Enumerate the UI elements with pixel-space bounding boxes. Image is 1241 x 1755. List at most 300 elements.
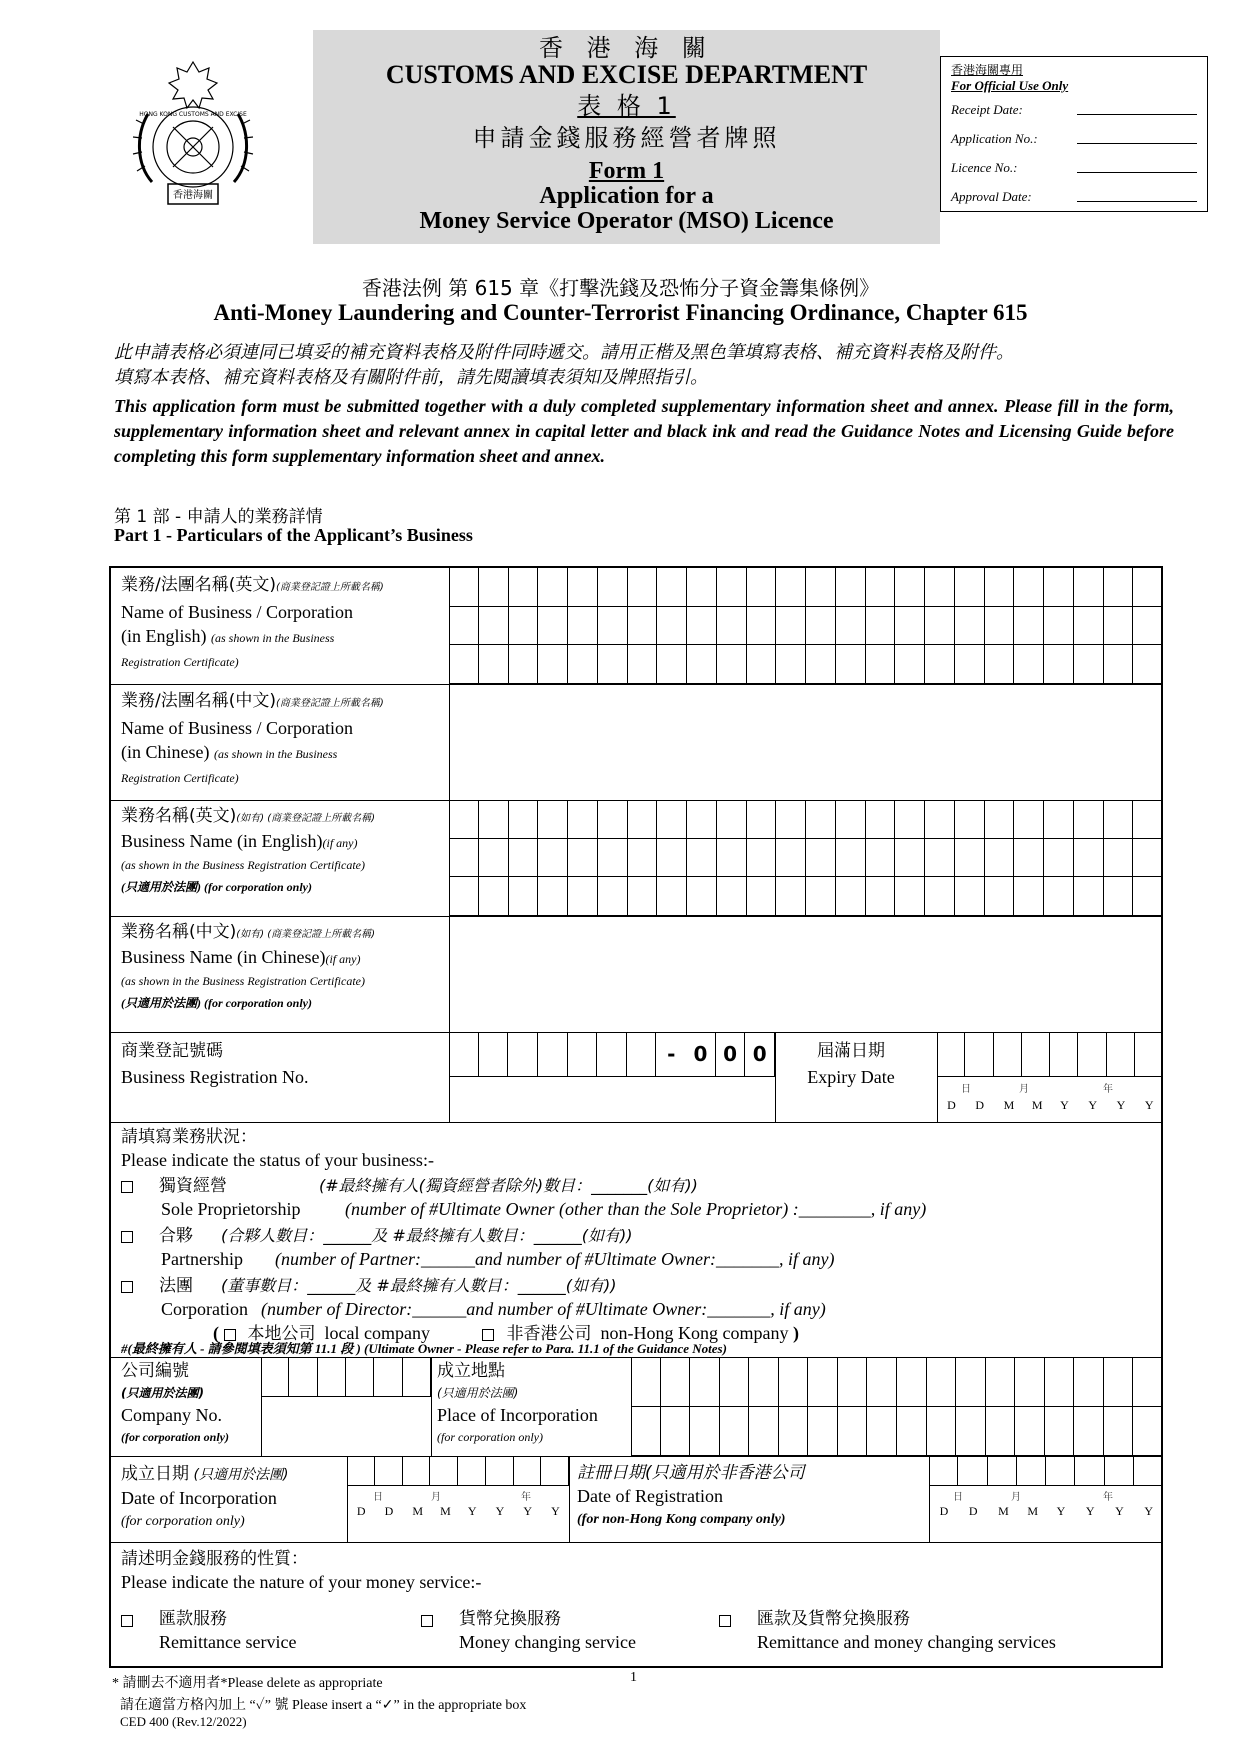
char-box[interactable] — [1104, 839, 1134, 878]
char-box[interactable] — [598, 877, 628, 916]
non-hk-company-zh: 非香港公司 — [506, 1324, 592, 1344]
char-box[interactable] — [720, 1407, 750, 1457]
char-box[interactable] — [836, 839, 866, 878]
char-box[interactable] — [1133, 877, 1163, 916]
trade-name-en-label-ifany: (if any) — [322, 836, 358, 850]
char-box[interactable] — [1133, 568, 1163, 607]
char-box[interactable] — [717, 645, 747, 684]
date-format-letter: M — [1027, 1504, 1039, 1518]
char-box[interactable] — [956, 1407, 986, 1457]
char-box[interactable] — [895, 800, 925, 839]
char-box[interactable] — [866, 800, 896, 839]
business-name-zh-label-zh-note: (商業登記證上所載名稱) — [276, 698, 384, 709]
remittance-label-en: Remittance service — [159, 1632, 297, 1652]
money-changing-label-en: Money changing service — [459, 1632, 636, 1652]
char-box[interactable] — [717, 839, 747, 878]
char-box[interactable] — [509, 568, 539, 607]
corporation-label-zh: 法團 — [159, 1276, 193, 1296]
char-box[interactable] — [836, 800, 866, 839]
char-box[interactable] — [687, 568, 717, 607]
date-box[interactable] — [965, 1032, 993, 1077]
date-box[interactable] — [1075, 1456, 1104, 1486]
char-box[interactable] — [403, 1357, 431, 1397]
char-box[interactable] — [687, 877, 717, 916]
char-box[interactable] — [985, 839, 1015, 878]
brn-char-box[interactable] — [597, 1032, 627, 1077]
date-format-letter: Y — [1116, 1098, 1126, 1112]
char-box[interactable] — [866, 607, 896, 646]
char-box[interactable] — [749, 1407, 779, 1457]
sole-label-zh: 獨資經營 — [159, 1176, 227, 1196]
char-box[interactable] — [598, 839, 628, 878]
char-box[interactable] — [1074, 1407, 1104, 1457]
char-box[interactable] — [628, 800, 658, 839]
partnership-label-zh: 合夥 — [159, 1226, 193, 1246]
char-box[interactable] — [1133, 839, 1163, 878]
business-name-en-label-en: Name of Business / Corporation — [121, 602, 353, 622]
char-box[interactable] — [1074, 1357, 1104, 1407]
status-corporation-option[interactable] — [121, 1274, 826, 1321]
char-box[interactable] — [747, 607, 777, 646]
char-box[interactable] — [866, 568, 896, 607]
char-box[interactable] — [449, 568, 479, 607]
char-box[interactable] — [806, 839, 836, 878]
business-name-en-label-note-2: Registration Certificate) — [121, 655, 239, 669]
char-box[interactable] — [657, 839, 687, 878]
business-name-zh-label-note-2: Registration Certificate) — [121, 771, 239, 785]
char-box[interactable] — [955, 568, 985, 607]
char-box[interactable] — [927, 1357, 957, 1407]
char-box[interactable] — [838, 1407, 868, 1457]
char-box[interactable] — [925, 607, 955, 646]
company-no-label — [121, 1360, 261, 1448]
char-box[interactable] — [747, 568, 777, 607]
char-box[interactable] — [955, 607, 985, 646]
brn-char-box[interactable] — [479, 1032, 509, 1077]
char-box[interactable] — [1014, 607, 1044, 646]
date-box[interactable] — [1022, 1032, 1050, 1077]
char-box[interactable] — [538, 568, 568, 607]
company-no-boxes[interactable] — [261, 1357, 431, 1397]
date-reg-year-header: 年 — [1103, 1492, 1113, 1503]
trade-name-zh-label-ifany: (if any) — [325, 952, 361, 966]
date-box[interactable] — [1078, 1032, 1106, 1077]
char-box[interactable] — [479, 877, 509, 916]
char-box[interactable] — [956, 1357, 986, 1407]
char-box[interactable] — [568, 877, 598, 916]
char-box[interactable] — [955, 877, 985, 916]
char-box[interactable] — [690, 1357, 720, 1407]
char-box[interactable] — [1104, 1357, 1134, 1407]
date-of-registration-boxes[interactable] — [929, 1456, 1163, 1486]
char-box[interactable] — [776, 607, 806, 646]
trade-name-en-boxes[interactable] — [449, 800, 1163, 916]
char-box[interactable] — [747, 839, 777, 878]
char-box[interactable] — [374, 1357, 402, 1397]
char-box[interactable] — [1133, 800, 1163, 839]
brn-char-box[interactable] — [568, 1032, 598, 1077]
char-box[interactable] — [985, 645, 1015, 684]
char-box[interactable] — [806, 568, 836, 607]
char-box[interactable] — [986, 1407, 1016, 1457]
expiry-date-boxes[interactable] — [937, 1032, 1163, 1077]
char-box[interactable] — [1044, 800, 1074, 839]
char-box[interactable] — [955, 645, 985, 684]
corporation-note-en: (number of Director:______and number of #Ultimate Owner:_______, if any) — [261, 1299, 826, 1319]
business-name-zh-label — [121, 688, 446, 790]
brn-char-box[interactable] — [627, 1032, 657, 1077]
char-box[interactable] — [509, 839, 539, 878]
date-box[interactable] — [1135, 1032, 1163, 1077]
char-box[interactable] — [986, 1357, 1016, 1407]
date-box[interactable] — [994, 1032, 1022, 1077]
partnership-label-en: Partnership — [161, 1249, 243, 1269]
char-box[interactable] — [806, 800, 836, 839]
char-box[interactable] — [776, 839, 806, 878]
char-box[interactable] — [1014, 800, 1044, 839]
char-box[interactable] — [985, 568, 1015, 607]
brn-branch-field[interactable] — [449, 1077, 775, 1122]
remittance-checkbox[interactable] — [121, 1615, 133, 1627]
char-box[interactable] — [1104, 877, 1134, 916]
page-number: 1 — [630, 1670, 637, 1685]
licence-no-row — [951, 147, 1197, 176]
char-box[interactable] — [1014, 877, 1044, 916]
sole-label-en: Sole Proprietorship — [161, 1199, 301, 1219]
part1-form — [109, 566, 1163, 1668]
char-box[interactable] — [346, 1357, 374, 1397]
char-box[interactable] — [776, 645, 806, 684]
date-box[interactable] — [458, 1456, 486, 1486]
nature-both-option[interactable] — [719, 1608, 1056, 1654]
both-services-label-en: Remittance and money changing services — [757, 1632, 1056, 1652]
char-box[interactable] — [1044, 568, 1074, 607]
char-box[interactable] — [661, 1407, 691, 1457]
date-format-letter: D — [947, 1098, 956, 1112]
char-box[interactable] — [836, 568, 866, 607]
char-box[interactable] — [895, 645, 925, 684]
char-box[interactable] — [1074, 645, 1104, 684]
char-box[interactable] — [1074, 607, 1104, 646]
nature-question-zh: 請述明金錢服務的性質： — [121, 1549, 308, 1569]
char-box[interactable] — [776, 800, 806, 839]
char-box[interactable] — [568, 800, 598, 839]
char-box[interactable] — [479, 839, 509, 878]
char-box[interactable] — [538, 839, 568, 878]
char-box[interactable] — [538, 800, 568, 839]
date-inc-day-header: 日 — [373, 1492, 383, 1503]
char-box[interactable] — [1104, 645, 1134, 684]
char-box[interactable] — [1133, 1357, 1163, 1407]
char-box[interactable] — [509, 645, 539, 684]
char-box[interactable] — [1014, 645, 1044, 684]
money-changing-checkbox[interactable] — [421, 1615, 433, 1627]
char-box[interactable] — [1045, 1357, 1075, 1407]
char-box[interactable] — [1044, 877, 1074, 916]
char-box[interactable] — [895, 568, 925, 607]
date-reg-label-en: Date of Registration — [577, 1486, 723, 1506]
status-sole-option[interactable] — [121, 1174, 926, 1221]
char-box[interactable] — [631, 1407, 661, 1457]
char-box[interactable] — [867, 1357, 897, 1407]
char-box[interactable] — [747, 645, 777, 684]
char-box[interactable] — [687, 607, 717, 646]
char-box[interactable] — [836, 607, 866, 646]
char-box[interactable] — [925, 839, 955, 878]
char-box[interactable] — [449, 607, 479, 646]
char-box[interactable] — [866, 877, 896, 916]
char-box[interactable] — [568, 607, 598, 646]
brn-dash: - — [656, 1032, 686, 1077]
char-box[interactable] — [717, 568, 747, 607]
char-box[interactable] — [289, 1357, 317, 1397]
char-box[interactable] — [897, 1357, 927, 1407]
char-box[interactable] — [838, 1357, 868, 1407]
char-box[interactable] — [318, 1357, 346, 1397]
trade-name-zh-label — [121, 920, 446, 1014]
trade-name-zh-label-zh-note: (如有) (商業登記證上所載名稱) — [236, 929, 376, 940]
partnership-checkbox[interactable] — [121, 1231, 133, 1243]
business-name-en-boxes[interactable] — [449, 568, 1163, 684]
char-box[interactable] — [955, 800, 985, 839]
char-box[interactable] — [985, 800, 1015, 839]
char-box[interactable] — [895, 877, 925, 916]
licence-no-line — [1077, 172, 1197, 173]
char-box[interactable] — [1074, 800, 1104, 839]
corporation-checkbox[interactable] — [121, 1281, 133, 1293]
char-box[interactable] — [598, 607, 628, 646]
char-box[interactable] — [1133, 1407, 1163, 1457]
char-box[interactable] — [1104, 607, 1134, 646]
char-box[interactable] — [479, 800, 509, 839]
char-box[interactable] — [628, 839, 658, 878]
place-label-en: Place of Incorporation — [437, 1405, 598, 1425]
char-box[interactable] — [449, 645, 479, 684]
date-format-letter: Y — [523, 1504, 533, 1518]
char-box[interactable] — [628, 645, 658, 684]
char-box[interactable] — [687, 800, 717, 839]
char-box[interactable] — [479, 568, 509, 607]
brn-char-box[interactable] — [449, 1032, 479, 1077]
char-box[interactable] — [749, 1357, 779, 1407]
char-box[interactable] — [628, 568, 658, 607]
char-box[interactable] — [866, 839, 896, 878]
char-box[interactable] — [985, 607, 1015, 646]
intro-zh-line-1: 此申請表格必須連同已填妥的補充資料表格及附件同時遞交。請用正楷及黑色筆填寫表格、補充資料表格及附件。 — [114, 342, 1014, 363]
char-box[interactable] — [1104, 1407, 1134, 1457]
char-box[interactable] — [628, 877, 658, 916]
char-box[interactable] — [895, 839, 925, 878]
business-name-zh-field[interactable] — [449, 684, 1163, 800]
date-format-letter: Y — [1060, 1098, 1069, 1112]
nature-question-en: Please indicate the nature of your money service:- — [121, 1572, 482, 1592]
char-box[interactable] — [690, 1407, 720, 1457]
char-box[interactable] — [925, 800, 955, 839]
char-box[interactable] — [808, 1407, 838, 1457]
place-of-incorporation-label — [437, 1360, 637, 1448]
char-box[interactable] — [717, 607, 747, 646]
trade-name-en-label-note: (as shown in the Business Registration Certificate) — [121, 858, 365, 872]
char-box[interactable] — [657, 568, 687, 607]
nature-money-changing-option[interactable] — [421, 1608, 636, 1654]
char-box[interactable] — [628, 607, 658, 646]
date-box[interactable] — [375, 1456, 403, 1486]
char-box[interactable] — [509, 607, 539, 646]
date-box[interactable] — [1050, 1032, 1078, 1077]
sole-proprietorship-checkbox[interactable] — [121, 1181, 133, 1193]
char-box[interactable] — [806, 877, 836, 916]
char-box[interactable] — [509, 877, 539, 916]
char-box[interactable] — [261, 1357, 289, 1397]
trade-name-en-label-en: Business Name (in English) — [121, 831, 323, 851]
char-box[interactable] — [449, 839, 479, 878]
char-box[interactable] — [657, 607, 687, 646]
char-box[interactable] — [717, 800, 747, 839]
brn-char-box[interactable] — [538, 1032, 568, 1077]
char-box[interactable] — [1104, 800, 1134, 839]
form-title-box — [313, 30, 940, 244]
char-box[interactable] — [598, 645, 628, 684]
char-box[interactable] — [925, 877, 955, 916]
date-box[interactable] — [1017, 1456, 1046, 1486]
char-box[interactable] — [776, 568, 806, 607]
char-box[interactable] — [925, 645, 955, 684]
char-box[interactable] — [661, 1357, 691, 1407]
char-box[interactable] — [985, 877, 1015, 916]
char-box[interactable] — [866, 645, 896, 684]
place-of-incorporation-boxes[interactable] — [631, 1357, 1163, 1456]
trade-name-zh-field[interactable] — [449, 916, 1163, 1032]
business-name-en-label-en-2: (in English) — [121, 626, 207, 646]
char-box[interactable] — [538, 877, 568, 916]
char-box[interactable] — [720, 1357, 750, 1407]
char-box[interactable] — [598, 800, 628, 839]
char-box[interactable] — [509, 800, 539, 839]
date-box[interactable] — [929, 1456, 958, 1486]
char-box[interactable] — [687, 645, 717, 684]
part1-title-zh: 第 1 部 - 申請人的業務詳情 — [114, 507, 323, 527]
char-box[interactable] — [927, 1407, 957, 1457]
char-box[interactable] — [1133, 607, 1163, 646]
char-box[interactable] — [568, 839, 598, 878]
footer-tick-note: 請在適當方格內加上 “✓” 號 Please insert a “✓” in the appropriate box — [120, 1698, 527, 1713]
char-box[interactable] — [779, 1407, 809, 1457]
local-company-en: local company — [324, 1323, 430, 1343]
date-format-letter: M — [1003, 1098, 1015, 1112]
brn-boxes[interactable] — [449, 1032, 775, 1077]
business-name-en-label-note-1: (as shown in the Business — [211, 631, 335, 645]
date-box[interactable] — [1046, 1456, 1075, 1486]
char-box[interactable] — [1014, 839, 1044, 878]
date-box[interactable] — [1105, 1456, 1134, 1486]
char-box[interactable] — [538, 645, 568, 684]
date-box[interactable] — [1107, 1032, 1135, 1077]
date-box[interactable] — [347, 1456, 375, 1486]
char-box[interactable] — [925, 568, 955, 607]
char-box[interactable] — [479, 607, 509, 646]
date-box[interactable] — [541, 1456, 569, 1486]
date-box[interactable] — [1134, 1456, 1163, 1486]
char-box[interactable] — [747, 800, 777, 839]
char-box[interactable] — [895, 607, 925, 646]
date-box[interactable] — [958, 1456, 987, 1486]
char-box[interactable] — [479, 645, 509, 684]
trade-name-zh-label-corp: (只適用於法團) (for corporation only) — [121, 996, 312, 1010]
char-box[interactable] — [687, 839, 717, 878]
char-box[interactable] — [717, 877, 747, 916]
char-box[interactable] — [1015, 1357, 1045, 1407]
approval-date-line — [1077, 201, 1197, 202]
char-box[interactable] — [1045, 1407, 1075, 1457]
date-box[interactable] — [430, 1456, 458, 1486]
char-box[interactable] — [1074, 568, 1104, 607]
char-box[interactable] — [568, 568, 598, 607]
char-box[interactable] — [1074, 877, 1104, 916]
char-box[interactable] — [808, 1357, 838, 1407]
char-box[interactable] — [449, 800, 479, 839]
char-box[interactable] — [568, 645, 598, 684]
char-box[interactable] — [449, 877, 479, 916]
intro-zh-line-2: 填寫本表格、補充資料表格及有關附件前，請先閱讀填表須知及牌照指引。 — [114, 367, 708, 388]
char-box[interactable] — [1074, 839, 1104, 878]
char-box[interactable] — [598, 568, 628, 607]
date-box[interactable] — [988, 1456, 1017, 1486]
date-reg-month-header: 月 — [1011, 1492, 1021, 1503]
char-box[interactable] — [1133, 645, 1163, 684]
char-box[interactable] — [1015, 1407, 1045, 1457]
char-box[interactable] — [836, 877, 866, 916]
date-box[interactable] — [403, 1456, 431, 1486]
char-box[interactable] — [657, 877, 687, 916]
status-partnership-option[interactable] — [121, 1224, 834, 1271]
application-title-en-1: Application for a — [539, 183, 714, 210]
date-of-incorporation-boxes[interactable] — [347, 1456, 569, 1486]
char-box[interactable] — [776, 877, 806, 916]
application-title-zh: 申請金錢服務經營者牌照 — [472, 123, 781, 152]
char-box[interactable] — [806, 607, 836, 646]
money-changing-label-zh: 貨幣兌換服務 — [459, 1609, 561, 1629]
char-box[interactable] — [1044, 645, 1074, 684]
char-box[interactable] — [806, 645, 836, 684]
form-number-zh: 表 格 1 — [577, 92, 676, 121]
brn-fixed-digit: 0 — [745, 1032, 775, 1077]
date-box[interactable] — [937, 1032, 965, 1077]
date-box[interactable] — [486, 1456, 514, 1486]
char-box[interactable] — [897, 1407, 927, 1457]
char-box[interactable] — [747, 877, 777, 916]
date-box[interactable] — [514, 1456, 542, 1486]
date-reg-label-note: (for non-Hong Kong company only) — [577, 1512, 786, 1527]
char-box[interactable] — [955, 839, 985, 878]
char-box[interactable] — [1014, 568, 1044, 607]
official-use-title-zh: 香港海關專用 — [951, 63, 1024, 77]
char-box[interactable] — [631, 1357, 661, 1407]
char-box[interactable] — [538, 607, 568, 646]
remittance-and-money-changing-checkbox[interactable] — [719, 1615, 731, 1627]
brn-char-box[interactable] — [508, 1032, 538, 1077]
char-box[interactable] — [867, 1407, 897, 1457]
char-box[interactable] — [1044, 607, 1074, 646]
nature-remittance-option[interactable] — [121, 1608, 296, 1654]
char-box[interactable] — [1104, 568, 1134, 607]
date-format-letter: Y — [1056, 1504, 1066, 1518]
approval-date-label: Approval Date: — [951, 189, 1032, 204]
char-box[interactable] — [779, 1357, 809, 1407]
char-box[interactable] — [836, 645, 866, 684]
char-box[interactable] — [657, 645, 687, 684]
char-box[interactable] — [657, 800, 687, 839]
char-box[interactable] — [1044, 839, 1074, 878]
